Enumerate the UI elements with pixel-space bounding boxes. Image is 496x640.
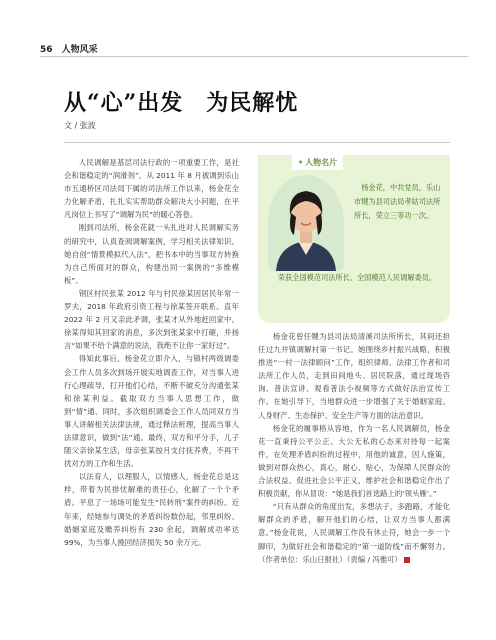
paragraph: 杨金花的履事格从容地，作为一名人民调解员，杨金花一直秉持公平公正、大公无私的心态来对待每一起案件，在处理矛盾纠纷的过程中，用他的诚意，因人施策，做到对群众热心，真心，耐心、贴心，为保障人民群众的合法权益、促进社会公平正义，维护社会和谐稳定作出了积极贡献，你从冒说：“她是我们首选路上的‘领头雁’。” [258, 423, 450, 499]
portrait-photo [268, 175, 344, 271]
page-number: 56 [40, 45, 53, 55]
paragraph: 刚到司法所，杨金花就一头扎进对人民调解实务的研究中，认真查阅调解案例，学习相关法律知识。她自创“情景模拟代入法”，把书本中的当事双方转换为自己所面对的群众，构建出同一案例的“多维模板”。 [64, 223, 239, 285]
header-rule [40, 56, 468, 57]
article-title: 从“心”出发 为民解忧 [64, 90, 299, 116]
profile-bio: 杨金花，中共党员，乐山市犍为县司法局孝姑司法所所长，荣立三等功一次。 [354, 183, 441, 220]
page-header [40, 42, 98, 55]
article-author: 文 / 张波 [64, 121, 96, 130]
end-mark-icon [404, 557, 410, 563]
paragraph: 人民调解是基层司法行政的一项重要工作，是社会和谐稳定的“润滑剂”。从 2011 年 8 月被调到乐山市五通桥区司法局下属的司法所工作以来，杨金花全力化解矛盾，扎扎实实帮助群众解决大小问题，在平凡岗位上书写了“调解为民”的暖心答卷。 [64, 158, 239, 220]
paragraph: 钢区村民张某 2012 年与村民徐某因居民年常一罗夫，2018 年政府引资工程与徐某签开联系。直年 2022 年 2 月又亲此矛调，张某才从外地赶回家中。徐某得知其回家的消息，多次到张某家中打砸，并扬言“如果不给个满意的说法，我绝不让你一家好过”。 [64, 288, 239, 351]
paragraph [258, 500, 450, 565]
paragraph-text: “只有从群众的角度出发，多想法子，多跑路，才能化解群众的矛盾，解开他们的心结，让双方当事人都满意。”杨金花说，人民调解工作没有休止符，她会一步一个脚印，为做好社会和谐稳定的“第一道防线”而不懈努力。（作者单位：乐山日报社）（责编 / 冯雅可） [258, 502, 450, 564]
left-column [64, 156, 239, 549]
paragraph: 杨金花曾任犍为县司法局清溪司法所所长，其间还担任过九井镇调解村第一书记。她围绕乡村振兴战略，积极推进“一村一法律顾问”工作，组织律师、法律工作者和司法所工作人员，走到田间地头、居民院落，通过现场咨询、普法宣讲、观看普法小视频等方式做好法治宣传工作。在她引导下，当地群众进一步增强了关于婚姻家庭、人身财产、生态保护、安全生产等方面的法治意识。 [258, 332, 450, 420]
profile-box [258, 155, 450, 323]
section-title: 人物风采 [61, 45, 98, 55]
paragraph: 得知此事后，杨金花立即介入，与镇村两级调委会工作人员多次到场开展实地调查工作，对当事人进行心理疏导，打开他们心结，不断不破充分沟通张某和徐某利益。截取双方当事人思想工作，做到“情”通、同时，多次组织调委会工作人员同双方当事人讲解相关法律法规，通过释法析理，提高当事人法律意识，做到“法”通。最终，双方和平分手，儿子随父亲徐某生活，母亲张某按月支付抚养费，不再干扰对方的工作和生活。 [64, 354, 239, 469]
title-rule [64, 142, 450, 143]
right-column [258, 330, 450, 566]
paragraph: 以法育人，以理服人，以情感人，杨金花总是这样，带着为民排忧解难的责任心，化解了一个个矛盾。平息了一场场可能发生“民转刑”案件的纠纷。近年来，经她参与调处的矛盾纠纷数份起，邻里纠纷、婚姻家庭及赡养纠纷有 230 余起，调解成功率达 99%，为当事人挽回经济损失 50 余万元。 [64, 472, 239, 547]
profile-tag: • 人物名片 [292, 155, 343, 170]
profile-award: 荣获全国模范司法所长、全国模范人民调解委员。 [277, 273, 437, 282]
